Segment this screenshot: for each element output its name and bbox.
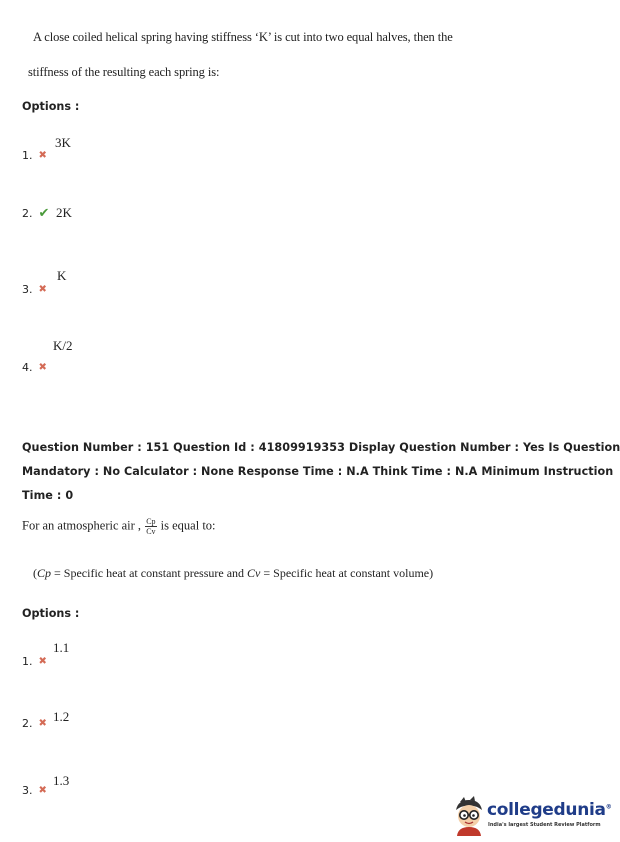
option-number-label: 4. <box>22 361 33 374</box>
option-text: 1.3 <box>53 773 70 788</box>
option-number <box>22 655 47 668</box>
option-number <box>22 784 47 797</box>
question-meta-line-1: Question Number : 151 Question Id : 41809919353 Display Question Number : Yes Is Question <box>22 441 620 454</box>
options-heading: Options : <box>22 100 80 113</box>
question-note <box>33 566 433 581</box>
wrong-mark-icon: ✖ <box>38 362 47 373</box>
note-middle-text: = Specific heat at constant pressure and <box>51 566 248 580</box>
correct-mark-icon: ✔ <box>38 206 50 221</box>
fraction-denominator: Cv <box>146 527 156 536</box>
option-text: 3K <box>55 135 71 150</box>
option-number-label: 3. <box>22 784 33 797</box>
option-number <box>22 361 47 374</box>
option-number-label: 3. <box>22 283 33 296</box>
option-text: 1.2 <box>53 709 70 724</box>
collegedunia-logo <box>450 796 612 836</box>
note-end-text: = Specific heat at constant volume) <box>260 566 434 580</box>
option-number <box>22 149 47 162</box>
option-number <box>22 206 49 221</box>
question-text-line-1: A close coiled helical spring having stiffness ‘K’ is cut into two equal halves, then the <box>33 30 453 44</box>
option-text: K <box>57 268 67 283</box>
wrong-mark-icon: ✖ <box>38 718 47 729</box>
brand-name: collegedunia <box>487 800 606 820</box>
note-cp-symbol: Cp <box>37 566 52 580</box>
wrong-mark-icon: ✖ <box>38 656 47 667</box>
question-text <box>22 517 216 536</box>
cp-over-cv-fraction <box>145 517 156 536</box>
question-text-prefix: For an atmospheric air , <box>22 518 142 533</box>
mascot-icon <box>450 796 488 836</box>
option-number-label: 2. <box>22 207 33 220</box>
note-open-paren: ( <box>33 566 37 580</box>
option-text: 1.1 <box>53 640 70 655</box>
fraction-numerator: Cp <box>146 517 156 526</box>
question-text-suffix: is equal to: <box>160 518 216 533</box>
option-number-label: 2. <box>22 717 33 730</box>
option-text: K/2 <box>53 338 73 353</box>
option-text: 2K <box>56 205 72 220</box>
brand-tagline: India's largest Student Review Platform <box>488 822 601 828</box>
option-number <box>22 717 47 730</box>
options-heading: Options : <box>22 607 80 620</box>
question-meta-line-3: Time : 0 <box>22 489 74 502</box>
question-meta-line-2: Mandatory : No Calculator : None Response Time : N.A Think Time : N.A Minimum Instruction <box>22 465 614 478</box>
question-text-line-2: stiffness of the resulting each spring is: <box>28 65 220 79</box>
wrong-mark-icon: ✖ <box>38 284 47 295</box>
note-cv-symbol: Cv <box>247 566 261 580</box>
wrong-mark-icon: ✖ <box>38 785 47 796</box>
option-number <box>22 283 47 296</box>
option-number-label: 1. <box>22 149 33 162</box>
wrong-mark-icon: ✖ <box>38 150 47 161</box>
option-number-label: 1. <box>22 655 33 668</box>
brand-trademark: ® <box>605 803 612 811</box>
